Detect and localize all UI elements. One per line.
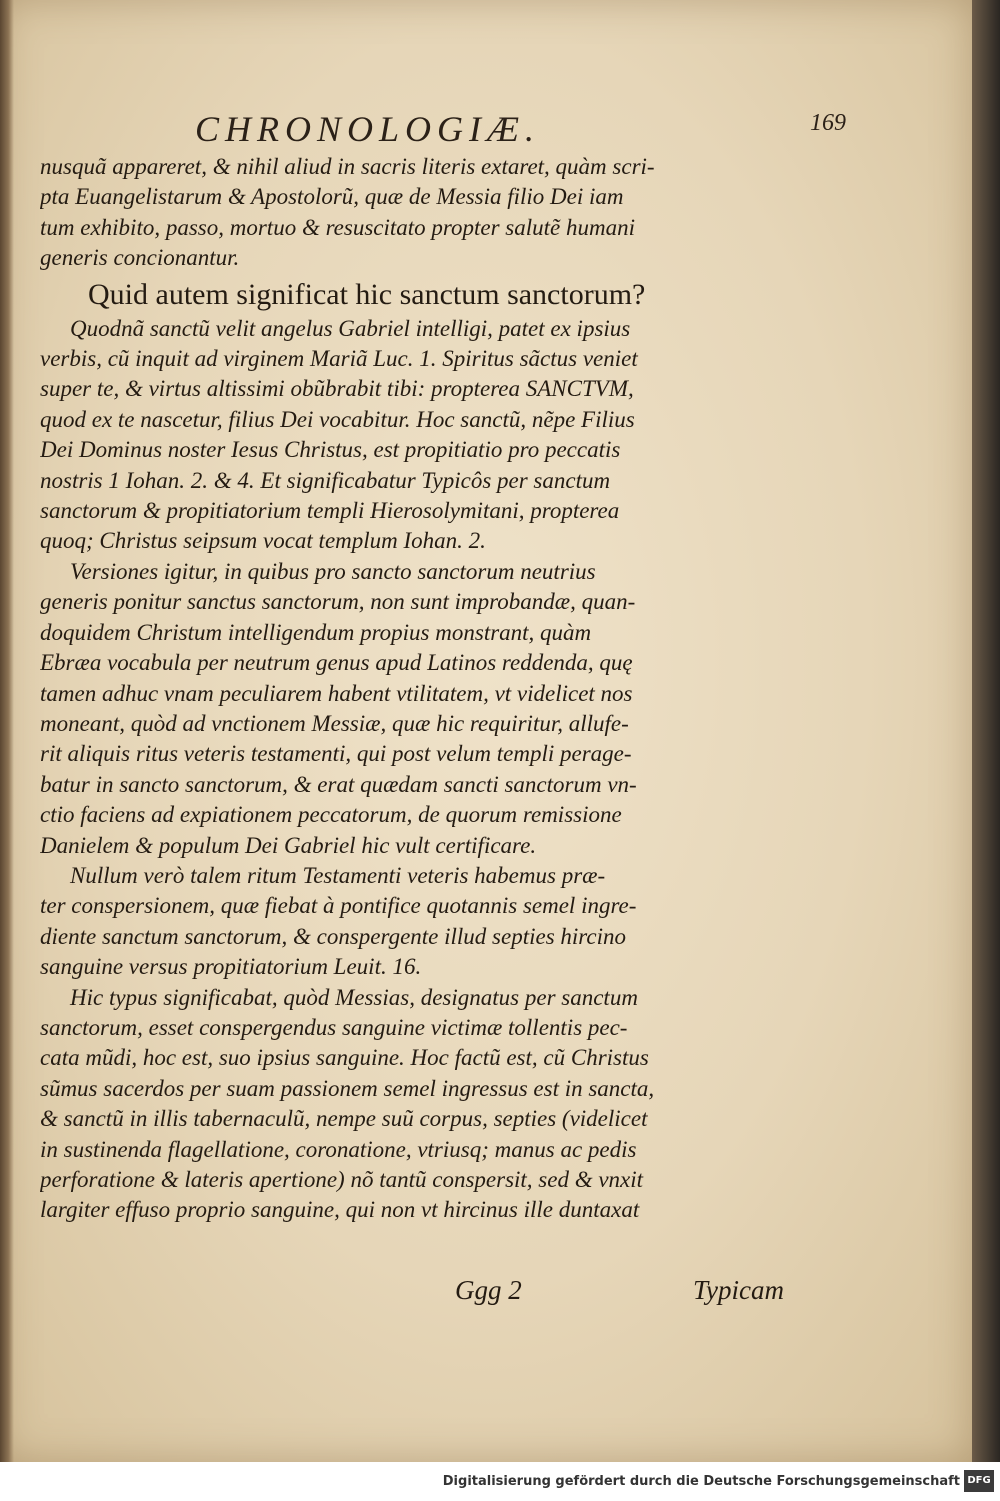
catchword-line: [0, 1275, 1000, 1311]
text-line: ter conspersionem, quæ fiebat à pontifice quotannis semel ingre-: [40, 893, 637, 919]
text-line: tum exhibito, passo, mortuo & resuscitato propter salutẽ humani: [40, 214, 636, 240]
text-line: tamen adhuc vnam peculiarem habent vtilitatem, vt videlicet nos: [40, 680, 633, 706]
dfg-logo-icon: DFG: [964, 1470, 994, 1492]
text-line: sanguine versus propitiatorium Leuit. 16.: [40, 954, 422, 980]
text-line: quoq; Christus seipsum vocat templum Iohan. 2.: [40, 528, 486, 554]
signature-mark: Ggg 2: [455, 1275, 522, 1305]
text-line: largiter effuso proprio sanguine, qui non vt hircinus ille duntaxat: [40, 1197, 640, 1223]
text-line: nostris 1 Iohan. 2. & 4. Et significabatur Typicôs per sanctum: [40, 467, 611, 493]
text-line: perforatione & lateris apertione) nõ tantũ conspersit, sed & vnxit: [40, 1167, 644, 1192]
page-binding: [0, 0, 14, 1462]
text-line: generis concionantur.: [40, 245, 240, 271]
text-line: Nullum verò talem ritum Testamenti veteris habemus præ-: [70, 862, 606, 888]
text-line: doquidem Christum intelligendum propius monstrant, quàm: [40, 619, 592, 645]
text-line: sanctorum, esset conspergendus sanguine victimæ tollentis pec-: [40, 1014, 628, 1040]
text-line: nusquã appareret, & nihil aliud in sacris literis extaret, quàm scri-: [40, 154, 655, 179]
text-line: verbis, cũ inquit ad virginem Mariã Luc. 1. Spiritus sãctus veniet: [40, 346, 638, 372]
text-line: sanctorum & propitiatorium templi Hierosolymitani, propterea: [40, 498, 620, 524]
text-line: sũmus sacerdos per suam passionem semel ingressus est in sancta,: [40, 1075, 655, 1101]
text-line: & sanctũ in illis tabernaculũ, nempe suũ corpus, septies (videlicet: [40, 1106, 648, 1132]
text-line: quod ex te nascetur, filius Dei vocabitur. Hoc sanctũ, nẽpe Filius: [40, 406, 635, 432]
body-text: [40, 152, 820, 1226]
credit-text: Digitalisierung gefördert durch die Deutsche Forschungsgemeinschaft: [442, 1474, 960, 1489]
text-line: moneant, quòd ad vnctionem Messiæ, quæ hic requiritur, allufe-: [40, 710, 629, 736]
text-line: Quodnã sanctũ velit angelus Gabriel intelligi, patet ex ipsius: [70, 315, 631, 341]
section-heading: Quid autem significat hic sanctum sanctorum?: [88, 277, 646, 311]
page-edge: [972, 0, 1000, 1462]
text-line: Ebræa vocabula per neutrum genus apud Latinos reddenda, quę: [40, 650, 633, 676]
text-line: Hic typus significabat, quòd Messias, designatus per sanctum: [70, 984, 638, 1010]
text-line: diente sanctum sanctorum, & conspergente illud septies hircino: [40, 923, 626, 949]
text-line: super te, & virtus altissimi obũbrabit tibi: propterea SANCTVM,: [40, 376, 634, 402]
text-line: pta Euangelistarum & Apostolorũ, quæ de Messia filio Dei iam: [40, 184, 624, 210]
running-head: CHRONOLOGIÆ.: [195, 109, 541, 149]
text-line: cata mũdi, hoc est, suo ipsius sanguine. Hoc factũ est, cũ Christus: [40, 1045, 649, 1071]
text-line: generis ponitur sanctus sanctorum, non sunt improbandæ, quan-: [40, 589, 636, 615]
text-line: Dei Dominus noster Iesus Christus, est propitiatio pro peccatis: [40, 437, 621, 463]
text-line: Danielem & populum Dei Gabriel hic vult certificare.: [40, 832, 537, 858]
text-line: in sustinenda flagellatione, coronatione, vtriusq; manus ac pedis: [40, 1136, 637, 1162]
text-line: rit aliquis ritus veteris testamenti, qui post velum templi perage-: [40, 741, 632, 767]
text-line: batur in sancto sanctorum, & erat quædam sancti sanctorum vn-: [40, 771, 637, 797]
credit-bar: [0, 1462, 1000, 1501]
text-line: Versiones igitur, in quibus pro sancto sanctorum neutrius: [70, 558, 596, 584]
catchword: Typicam: [693, 1275, 784, 1305]
page-number: 169: [810, 110, 846, 136]
text-line: ctio faciens ad expiationem peccatorum, de quorum remissione: [40, 802, 622, 828]
